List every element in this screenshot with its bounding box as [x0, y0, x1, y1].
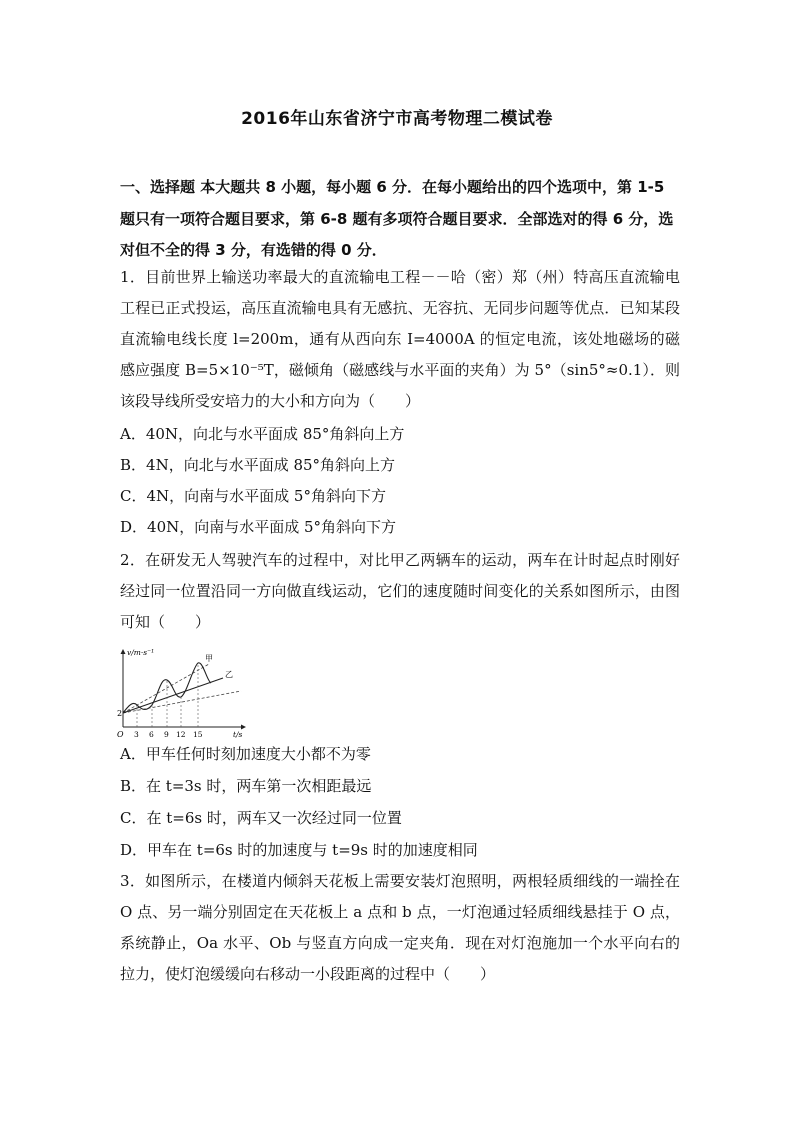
upper-dashed-line — [123, 664, 209, 713]
lower-dashed-line — [123, 691, 241, 713]
question-1-option-c: C．4N，向南与水平面成 5°角斜向下方 — [120, 487, 386, 505]
question-2-option-d: D．甲车在 t=6s 时的加速度与 t=9s 时的加速度相同 — [120, 841, 478, 859]
question-2-option-c: C．在 t=6s 时，两车又一次经过同一位置 — [120, 809, 402, 827]
x-tick-label: 15 — [193, 730, 203, 739]
y-axis-arrow — [121, 649, 126, 654]
page-title: 2016年山东省济宁市高考物理二模试卷 — [241, 109, 553, 129]
question-1-stem: 1．目前世界上输送功率最大的直流输电工程－－哈（密）郑（州）特高压直流输电工程已正式投运，高压直流输电具有无感抗、无容抗、无同步问题等优点．已知某段直流输电线长度 l=200m，通有从西向东 I=4000A 的恒定电流，该处地磁场的磁感应强度 B=5×10⁻⁵T，磁倾角（磁感线与水平面的夹角）为 5°（sin5°≈0.1）．则该段导线所受安培力的大小和方向为（ ） — [120, 268, 680, 410]
x-tick-label: 9 — [164, 730, 169, 739]
x-tick-label: 3 — [134, 730, 139, 739]
question-2-stem: 2．在研发无人驾驶汽车的过程中，对比甲乙两辆车的运动，两车在计时起点时刚好经过同一位置沿同一方向做直线运动，它们的速度随时间变化的关系如图所示，由图可知（ ） — [120, 551, 680, 631]
question-1-option-d: D．40N，向南与水平面成 5°角斜向下方 — [120, 518, 397, 536]
question-2-option-b: B．在 t=3s 时，两车第一次相距最远 — [120, 777, 372, 795]
x-axis-label: t/s — [233, 730, 243, 739]
series-jia-label: 甲 — [205, 654, 213, 663]
x-tick-label: 6 — [149, 730, 154, 739]
question-3-stem: 3．如图所示，在楼道内倾斜天花板上需要安装灯泡照明，两根轻质细线的一端拴在 O 点、另一端分别固定在天花板上 a 点和 b 点，一灯泡通过轻质细线悬挂于 O 点，系统静止，Oa 水平、Ob 与竖直方向成一定夹角．现在对灯泡施加一个水平向右的拉力，使灯泡缓缓向右移动一小段距离的过程中（ ） — [120, 872, 680, 983]
series-yi-label: 乙 — [225, 670, 233, 679]
x-tick-label: 12 — [176, 730, 186, 739]
question-2-option-a: A．甲车任何时刻加速度大小都不为零 — [120, 745, 371, 763]
velocity-time-graph — [117, 647, 247, 739]
y-tick-label: 2 — [117, 709, 123, 718]
section-instructions: 一、选择题 本大题共 8 小题，每小题 6 分．在每小题给出的四个选项中，第 1-5 题只有一项符合题目要求，第 6-8 题有多项符合题目要求．全部选对的得 6 分，选对但不全的得 3 分，有选错的得 0 分． — [120, 178, 674, 259]
question-1-option-b: B．4N，向北与水平面成 85°角斜向上方 — [120, 456, 396, 474]
x-axis-arrow — [241, 725, 246, 730]
series-yi-line — [123, 678, 223, 713]
origin-label: O — [117, 730, 124, 739]
y-axis-label: v/m·s⁻¹ — [127, 648, 155, 657]
question-1-option-a: A．40N，向北与水平面成 85°角斜向上方 — [120, 425, 405, 443]
